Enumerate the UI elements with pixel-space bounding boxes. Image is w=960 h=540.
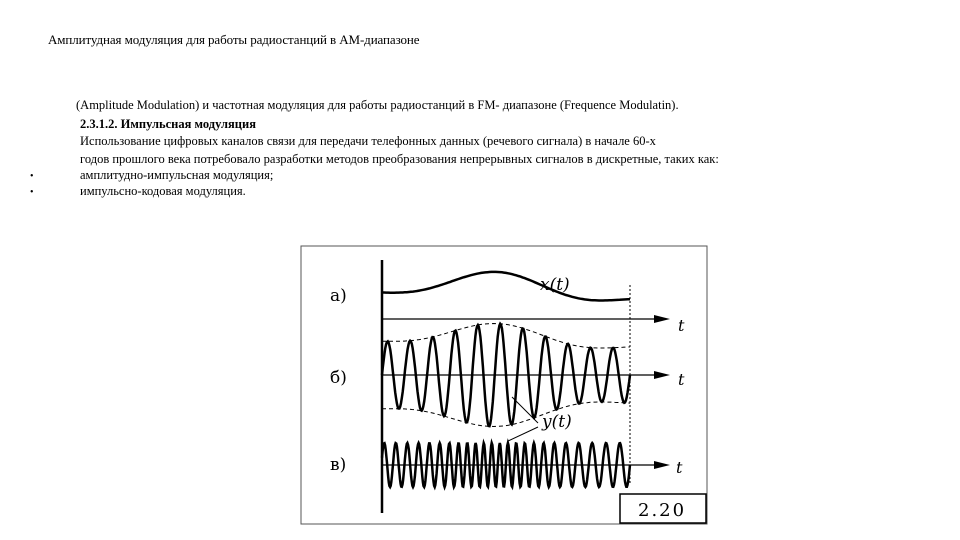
axis-t-label: t	[678, 370, 685, 389]
bullet-text: импульсно-кодовая модуляция.	[80, 184, 246, 198]
bullet-dot-icon: •	[30, 171, 34, 182]
paragraph-am-fm: (Amplitude Modulation) и частотная модуляция для работы радиостанций в FM- диапазоне (Frequence Modulatin).	[76, 98, 679, 112]
section-heading: 2.3.1.2. Импульсная модуляция	[80, 117, 256, 131]
bullet-dot-icon: •	[30, 187, 34, 198]
bullet-item	[30, 184, 246, 199]
bullet-text: амплитудно-импульсная модуляция;	[80, 168, 274, 182]
axis-t-label: t	[678, 316, 685, 335]
label-b: б)	[330, 368, 347, 388]
axis-t-label: t	[676, 458, 683, 477]
paragraph-line-1: Использование цифровых каналов связи для передачи телефонных данных (речевого сигнала) в начале 60-х	[80, 134, 656, 148]
label-a: а)	[330, 286, 347, 306]
signal-y-label: y(t)	[542, 412, 572, 432]
bullet-item	[30, 168, 273, 183]
figure-number: 2.20	[638, 500, 687, 521]
signal-x-label: x(t)	[540, 275, 570, 295]
modulation-figure	[300, 245, 708, 525]
slide-title: Амплитудная модуляция для работы радиостанций в АМ-диапазоне	[48, 32, 420, 47]
modulation-diagram	[300, 245, 708, 525]
label-v: в)	[330, 455, 347, 475]
paragraph-line-2: годов прошлого века потребовало разработки методов преобразования непрерывных сигналов в дискретные, таких как:	[80, 152, 719, 166]
